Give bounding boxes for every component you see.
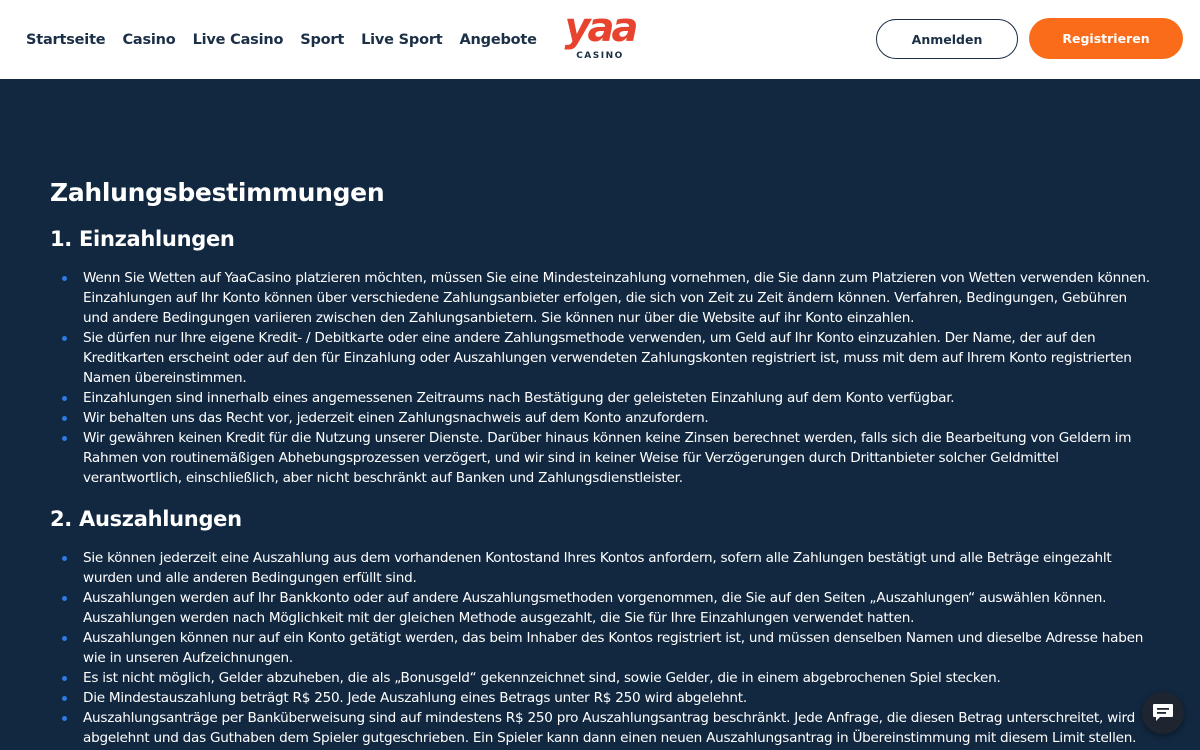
list-item: Einzahlungen sind innerhalb eines angemessenen Zeitraums nach Bestätigung der geleisteten Einzahlung auf dem Konto verfügbar. (50, 388, 1150, 408)
login-button[interactable]: Anmelden (876, 19, 1018, 59)
list-item: Die Mindestauszahlung beträgt R$ 250. Jede Auszahlung eines Betrags unter R$ 250 wird abgelehnt. (50, 688, 1150, 708)
chat-button[interactable] (1142, 692, 1184, 734)
logo-wordmark: yaa (564, 5, 636, 51)
nav-casino[interactable]: Casino (122, 31, 176, 48)
terms-content (50, 176, 1150, 750)
list-item: Wenn Sie Wetten auf YaaCasino platzieren möchten, müssen Sie eine Mindesteinzahlung vornehmen, die Sie dann zum Platzieren von Wetten verwenden können. Einzahlungen auf Ihr Konto können über verschiedene Zahlungsanbieter erfolgen, die sich von Zeit zu Zeit ändern können. Verfahren, Bedingungen, Gebühren und andere Bedingungen variieren zwischen den Zahlungsanbietern. Sie können nur über die Website auf ihr Konto einzahlen. (50, 268, 1150, 328)
chat-bubble-icon (1152, 703, 1174, 723)
section-heading-einzahlungen: 1. Einzahlungen (50, 227, 235, 251)
page-title: Zahlungsbestimmungen (50, 178, 385, 207)
nav-startseite[interactable]: Startseite (26, 31, 106, 48)
list-item: Sie können jederzeit eine Auszahlung aus dem vorhandenen Kontostand Ihres Kontos anfordern, sofern alle Zahlungen bestätigt und alle Beträge eingezahlt wurden und alle anderen Bedingungen erfüllt sind. (50, 548, 1150, 588)
logo-subtitle: CASINO (576, 51, 624, 61)
list-item: Es ist nicht möglich, Gelder abzuheben, die als „Bonusgeld“ gekennzeichnet sind, sowie Gelder, die in einem abgebrochenen Spiel stecken. (50, 668, 1150, 688)
nav-angebote[interactable]: Angebote (459, 31, 537, 48)
yaa-casino-logo[interactable] (562, 5, 638, 64)
main-nav (26, 0, 554, 79)
section-heading-auszahlungen: 2. Auszahlungen (50, 507, 242, 531)
list-item: Wir gewähren keinen Kredit für die Nutzung unserer Dienste. Darüber hinaus können keine Zinsen berechnet werden, falls sich die Bearbeitung von Geldern im Rahmen von routinemäßigen Abhebungsprozessen verzögert, und wir sind in keiner Weise für Verzögerungen durch Drittanbieter solcher Geldmittel verantwortlich, einschließlich, aber nicht beschränkt auf Banken und Zahlungsdienstleister. (50, 428, 1150, 488)
auszahlungen-list (50, 548, 1150, 748)
list-item: Wir behalten uns das Recht vor, jederzeit einen Zahlungsnachweis auf dem Konto anzufordern. (50, 408, 1150, 428)
nav-live-sport[interactable]: Live Sport (361, 31, 443, 48)
site-header (0, 0, 1200, 79)
list-item: Sie dürfen nur Ihre eigene Kredit- / Debitkarte oder eine andere Zahlungsmethode verwenden, um Geld auf Ihr Konto einzuzahlen. Der Name, der auf den Kreditkarten erscheint oder auf den für Einzahlung oder Auszahlungen verwendeten Zahlungskonten registriert ist, muss mit dem auf Ihrem Konto registrierten Namen übereinstimmen. (50, 328, 1150, 388)
register-button[interactable]: Registrieren (1029, 18, 1183, 59)
einzahlungen-list (50, 268, 1150, 488)
list-item: Auszahlungen werden auf Ihr Bankkonto oder auf andere Auszahlungsmethoden vorgenommen, die Sie auf den Seiten „Auszahlungen“ auswählen können. Auszahlungen werden nach Möglichkeit mit der gleichen Methode ausgezahlt, die Sie für Ihre Einzahlungen verwendet hatten. (50, 588, 1150, 628)
nav-live-casino[interactable]: Live Casino (192, 31, 284, 48)
nav-sport[interactable]: Sport (300, 31, 345, 48)
list-item: Auszahlungen können nur auf ein Konto getätigt werden, das beim Inhaber des Kontos registriert ist, und müssen denselben Namen und dieselbe Adresse haben wie in unseren Aufzeichnungen. (50, 628, 1150, 668)
list-item: Auszahlungsanträge per Banküberweisung sind auf mindestens R$ 250 pro Auszahlungsantrag beschränkt. Jede Anfrage, die diesen Betrag unterschreitet, wird abgelehnt und das Guthaben dem Spieler gutgeschrieben. Ein Spieler kann dann einen neuen Auszahlungsantrag in Übereinstimmung mit diesem Limit stellen. (50, 708, 1150, 748)
